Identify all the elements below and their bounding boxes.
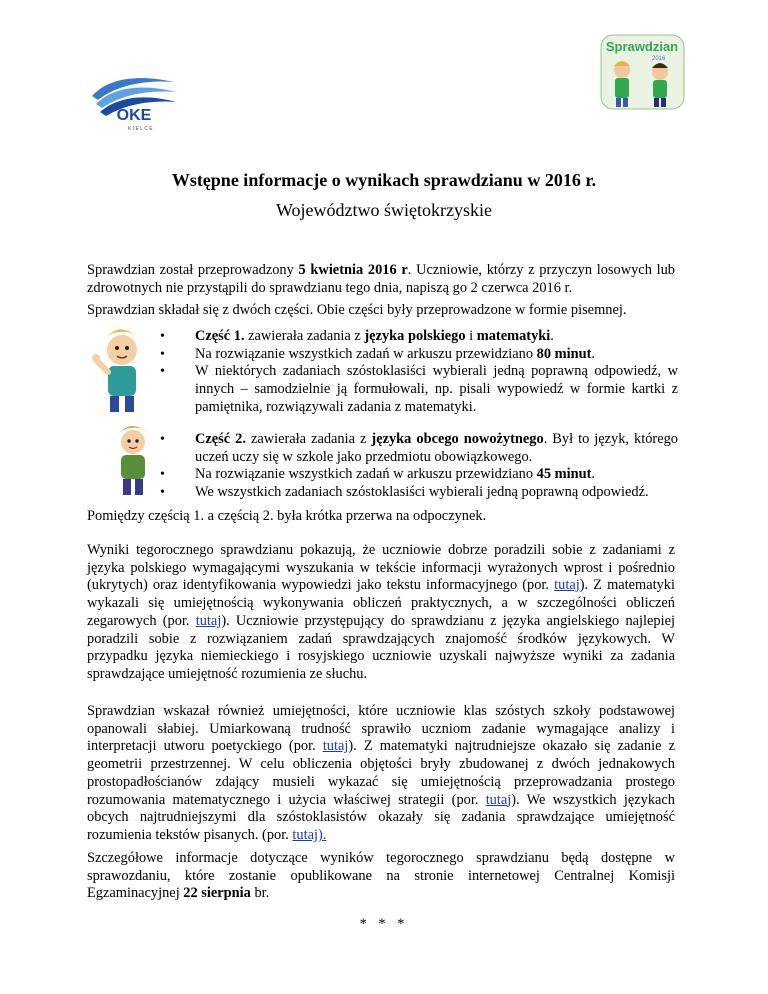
results-paragraph: Wyniki tegorocznego sprawdzianu pokazują, że uczniowie dobrze poradzili sobie z zadaniami z języka polskiego wymagającymi wyszukania w tekście informacji wyrażonych wprost i pośrednio (ukrytych) oraz identyfikowania wypowiedzi jako tekstu informacyjnego (por. tutaj). Z matematyki wykazali się umiejętnością wykonywania obliczeń praktycznych, a w szczególności obliczeń zegarowych (por. tutaj). Uczniowie przystępujący do sprawdzianu z języka angielskiego najlepiej poradzili sobie z rozwiązaniem zadań sprawdzających znajomość środków językowych. W przypadku języka niemieckiego i rosyjskiego uczniowie uzyskali najwyższe wyniki za zadania sprawdzające umiejętność rozumienia ze słuchu. xyxy=(87,542,676,682)
list-item: • Część 1. zawierała zadania z języka polskiego i matematyki. xyxy=(148,328,678,346)
reference-link[interactable]: tutaj). xyxy=(292,826,327,843)
break-paragraph: Pomiędzy częścią 1. a częścią 2. była krótka przerwa na odpoczynek. xyxy=(87,508,487,524)
sprawdzian-logo xyxy=(600,34,685,110)
page-title: Wstępne informacje o wynikach sprawdzianu w 2016 r. xyxy=(171,170,597,190)
part1-list xyxy=(148,328,678,417)
svg-text:Sprawdzian: Sprawdzian xyxy=(605,39,679,54)
details-paragraph: Szczegółowe informacje dotyczące wyników tegorocznego sprawdzianu będą dostępne w sprawozdaniu, które zostanie opublikowane na stronie internetowej Centralnej Komisji Egzaminacyjnej 22 sierpnia br. xyxy=(87,850,675,902)
svg-text:K I E L C E: K I E L C E xyxy=(128,126,153,132)
boy-thumbs-up-illustration xyxy=(90,320,150,414)
reference-link[interactable]: tutaj xyxy=(485,791,512,808)
section-separator: * * * xyxy=(359,916,409,932)
structure-paragraph: Sprawdzian składał się z dwóch części. Obie części były przeprowadzone w formie pisemnej. xyxy=(87,302,627,318)
part2-list xyxy=(148,431,678,502)
svg-text:2016: 2016 xyxy=(652,56,666,62)
list-item: • Na rozwiązanie wszystkich zadań w arkuszu przewidziano 45 minut. xyxy=(148,466,678,484)
list-item: • We wszystkich zadaniach szóstoklasiści wybierali jedną poprawną odpowiedź. xyxy=(148,484,678,502)
list-item: • W niektórych zadaniach szóstoklasiści wybierali jedną poprawną odpowiedź, w innych – samodzielnie ją formułowali, np. pisali wypowiedź w formie kartki z pamiętnika, rozwiązywali zadania z matematyki. xyxy=(148,363,678,416)
reference-link[interactable]: tutaj xyxy=(554,577,580,594)
list-item: • Część 2. zawierała zadania z języka obcego nowożytnego. Był to język, którego uczeń uczy się w szkole jako przedmiotu obowiązkowego. xyxy=(148,431,678,466)
region-subtitle: Województwo świętokrzyskie xyxy=(276,200,492,220)
svg-text:OKE: OKE xyxy=(116,107,152,124)
weaknesses-paragraph: Sprawdzian wskazał również umiejętności, które uczniowie klas szóstych szkoły podstawowej opanowali słabiej. Umiarkowaną trudność sprawiło uczniom zadanie wymagające analizy i interpretacji utworu poetyckiego (por. tutaj). Z matematyki najtrudniejsze okazało się zadanie z geometrii przestrzennej. W celu obliczenia objętości bryły zbudowanej z dwóch jednakowych prostopadłościanów zdający musieli wykazać się umiejętnością przeprowadzania prostego rozumowania matematycznego i użycia właściwej strategii (por. tutaj). We wszystkich językach obcych najtrudniejszymi dla szóstoklasistów okazały się zadania sprawdzające umiejętność rozumienia tekstów pisanych. (por. tutaj). xyxy=(87,703,676,843)
intro-paragraph: Sprawdzian został przeprowadzony 5 kwietnia 2016 r. Uczniowie, którzy z przyczyn losowych lub zdrowotnych nie przystąpili do sprawdzianu tego dnia, napiszą go 2 czerwca 2016 r. xyxy=(87,262,675,296)
reference-link[interactable]: tutaj xyxy=(322,738,349,755)
oke-logo xyxy=(88,70,180,132)
reference-link[interactable]: tutaj xyxy=(195,612,222,629)
list-item: • Na rozwiązanie wszystkich zadań w arkuszu przewidziano 80 minut. xyxy=(148,346,678,364)
